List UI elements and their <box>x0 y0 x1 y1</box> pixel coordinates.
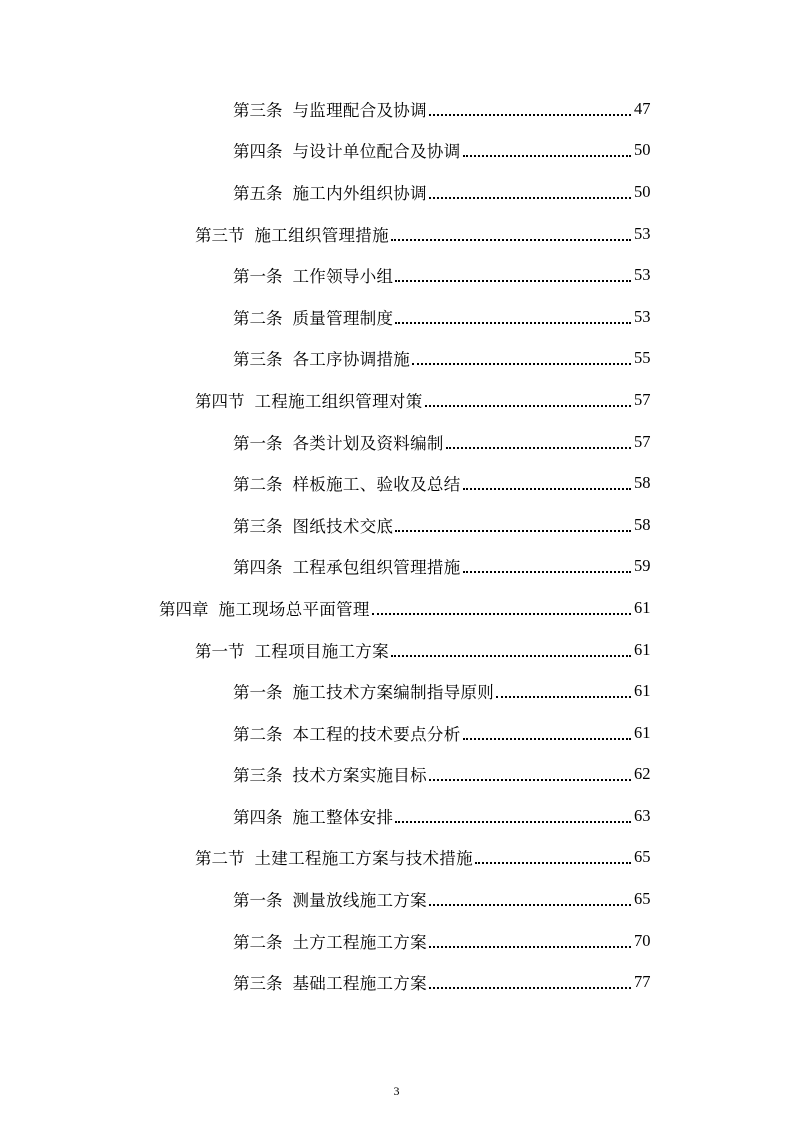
toc-entry-number: 第二节 <box>195 849 245 869</box>
toc-entry[interactable] <box>0 421 793 463</box>
toc-entry-page: 47 <box>634 98 651 118</box>
toc-entry-title: 土建工程施工方案与技术措施 <box>254 849 473 869</box>
toc-entry-page: 65 <box>634 847 651 867</box>
toc-dot-leader <box>425 389 632 407</box>
toc-entry-title: 质量管理制度 <box>292 308 394 328</box>
toc-dot-leader <box>496 680 631 698</box>
toc-entry-page: 61 <box>634 639 651 659</box>
toc-entry-title: 工程承包组织管理措施 <box>292 558 461 578</box>
toc-dot-leader <box>412 347 631 365</box>
toc-entry-number: 第三节 <box>195 225 245 245</box>
toc-entry-label <box>233 513 393 537</box>
toc-entry-title: 测量放线施工方案 <box>292 891 427 911</box>
toc-entry-title: 土方工程施工方案 <box>292 932 427 952</box>
toc-dot-leader <box>391 639 631 657</box>
toc-dot-leader <box>429 181 631 199</box>
toc-entry-page: 62 <box>634 764 651 784</box>
toc-entry[interactable] <box>0 130 793 172</box>
toc-entry-label <box>233 180 427 204</box>
toc-entry-title: 工程施工组织管理对策 <box>254 391 423 411</box>
toc-dot-leader <box>395 514 631 532</box>
toc-dot-leader <box>395 306 631 324</box>
toc-entry-page: 77 <box>634 972 651 992</box>
toc-entry-number: 第一条 <box>233 267 283 287</box>
toc-entry-title: 与设计单位配合及协调 <box>292 142 461 162</box>
toc-entry-title: 各类计划及资料编制 <box>292 433 444 453</box>
toc-entry-label <box>233 762 427 786</box>
toc-entry-title: 样板施工、验收及总结 <box>292 475 461 495</box>
toc-entry-title: 本工程的技术要点分析 <box>292 724 461 744</box>
toc-dot-leader <box>395 264 631 282</box>
toc-entry-number: 第三条 <box>233 516 283 536</box>
toc-entry-label <box>233 471 461 495</box>
toc-dot-leader <box>429 930 631 948</box>
toc-entry-title: 工程项目施工方案 <box>254 641 389 661</box>
toc-entry-page: 58 <box>634 514 651 534</box>
toc-entry-label <box>233 305 393 329</box>
toc-entry-number: 第三条 <box>233 974 283 994</box>
toc-entry[interactable] <box>0 920 793 962</box>
toc-entry-label <box>195 388 423 412</box>
toc-entry-page: 57 <box>634 389 651 409</box>
toc-dot-leader <box>475 846 631 864</box>
toc-entry-label <box>233 263 393 287</box>
toc-entry-number: 第一条 <box>233 683 283 703</box>
toc-entry-title: 工作领导小组 <box>292 267 394 287</box>
toc-entry-title: 基础工程施工方案 <box>292 974 427 994</box>
toc-entry-page: 53 <box>634 223 651 243</box>
toc-entry-label <box>233 970 427 994</box>
toc-entry-page: 70 <box>634 930 651 950</box>
toc-entry-label <box>233 929 427 953</box>
toc-entry-page: 58 <box>634 473 651 493</box>
toc-entry[interactable] <box>0 837 793 879</box>
toc-entry-number: 第四章 <box>159 599 209 619</box>
toc-entry[interactable] <box>0 961 793 1003</box>
toc-entry-title: 施工整体安排 <box>292 807 394 827</box>
toc-entry-number: 第二条 <box>233 724 283 744</box>
toc-entry[interactable] <box>0 171 793 213</box>
toc-entry-page: 57 <box>634 431 651 451</box>
toc-entry-page: 61 <box>634 722 651 742</box>
toc-entry[interactable] <box>0 379 793 421</box>
toc-dot-leader <box>463 722 632 740</box>
toc-entry-number: 第五条 <box>233 183 283 203</box>
toc-entry-number: 第二条 <box>233 475 283 495</box>
toc-dot-leader <box>463 139 632 157</box>
toc-entry-title: 施工现场总平面管理 <box>218 599 370 619</box>
toc-entry[interactable] <box>0 754 793 796</box>
toc-entry-page: 50 <box>634 181 651 201</box>
toc-entry-number: 第一条 <box>233 891 283 911</box>
toc-entry-title: 施工内外组织协调 <box>292 183 427 203</box>
toc-entry-label <box>233 138 461 162</box>
toc-entry[interactable] <box>0 338 793 380</box>
toc-entry[interactable] <box>0 296 793 338</box>
toc-entry-label <box>233 887 427 911</box>
toc-entry[interactable] <box>0 670 793 712</box>
toc-entry-page: 59 <box>634 556 651 576</box>
toc-dot-leader <box>446 431 631 449</box>
toc-entry[interactable] <box>0 462 793 504</box>
toc-entry-title: 各工序协调措施 <box>292 350 411 370</box>
toc-entry[interactable] <box>0 629 793 671</box>
toc-entry-page: 61 <box>634 597 651 617</box>
toc-entry-title: 施工技术方案编制指导原则 <box>292 683 495 703</box>
toc-dot-leader <box>463 555 632 573</box>
toc-entry-number: 第四节 <box>195 391 245 411</box>
toc-entry-label <box>233 430 444 454</box>
toc-entry-label <box>195 222 389 246</box>
toc-entry-number: 第二条 <box>233 308 283 328</box>
toc-entry-label <box>195 845 473 869</box>
toc-entry-page: 55 <box>634 348 651 368</box>
toc-entry-label <box>233 679 494 703</box>
toc-entry-label <box>159 596 370 620</box>
toc-entry-number: 第二条 <box>233 932 283 952</box>
toc-dot-leader <box>429 971 631 989</box>
toc-dot-leader <box>429 763 631 781</box>
toc-entry-label <box>233 804 393 828</box>
toc-dot-leader <box>395 805 631 823</box>
toc-entry[interactable] <box>0 254 793 296</box>
toc-entry-number: 第一条 <box>233 433 283 453</box>
toc-entry-label <box>233 97 427 121</box>
toc-entry-title: 施工组织管理措施 <box>254 225 389 245</box>
toc-dot-leader <box>429 888 631 906</box>
page-number: 3 <box>393 1084 400 1098</box>
toc-entry[interactable] <box>0 213 793 255</box>
toc-entry-title: 图纸技术交底 <box>292 516 394 536</box>
toc-dot-leader <box>391 223 631 241</box>
table-of-contents <box>0 88 793 1003</box>
toc-entry-number: 第三条 <box>233 100 283 120</box>
toc-entry-number: 第一节 <box>195 641 245 661</box>
toc-entry[interactable] <box>0 878 793 920</box>
toc-entry-page: 65 <box>634 889 651 909</box>
toc-entry[interactable] <box>0 712 793 754</box>
toc-entry-number: 第三条 <box>233 766 283 786</box>
toc-entry-number: 第三条 <box>233 350 283 370</box>
toc-entry[interactable] <box>0 795 793 837</box>
toc-entry-number: 第四条 <box>233 142 283 162</box>
toc-entry[interactable] <box>0 587 793 629</box>
toc-dot-leader <box>429 98 631 116</box>
toc-entry-page: 63 <box>634 805 651 825</box>
toc-entry[interactable] <box>0 504 793 546</box>
toc-entry[interactable] <box>0 546 793 588</box>
toc-entry-label <box>195 638 389 662</box>
toc-entry-title: 技术方案实施目标 <box>292 766 427 786</box>
toc-entry-label <box>233 554 461 578</box>
toc-entry-page: 61 <box>634 681 651 701</box>
toc-entry-page: 53 <box>634 306 651 326</box>
toc-dot-leader <box>463 472 632 490</box>
toc-entry-number: 第四条 <box>233 807 283 827</box>
toc-entry-title: 与监理配合及协调 <box>292 100 427 120</box>
toc-entry-label <box>233 721 461 745</box>
toc-entry[interactable] <box>0 88 793 130</box>
toc-entry-page: 53 <box>634 265 651 285</box>
toc-dot-leader <box>372 597 631 615</box>
toc-entry-number: 第四条 <box>233 558 283 578</box>
toc-entry-page: 50 <box>634 140 651 160</box>
toc-entry-label <box>233 346 410 370</box>
